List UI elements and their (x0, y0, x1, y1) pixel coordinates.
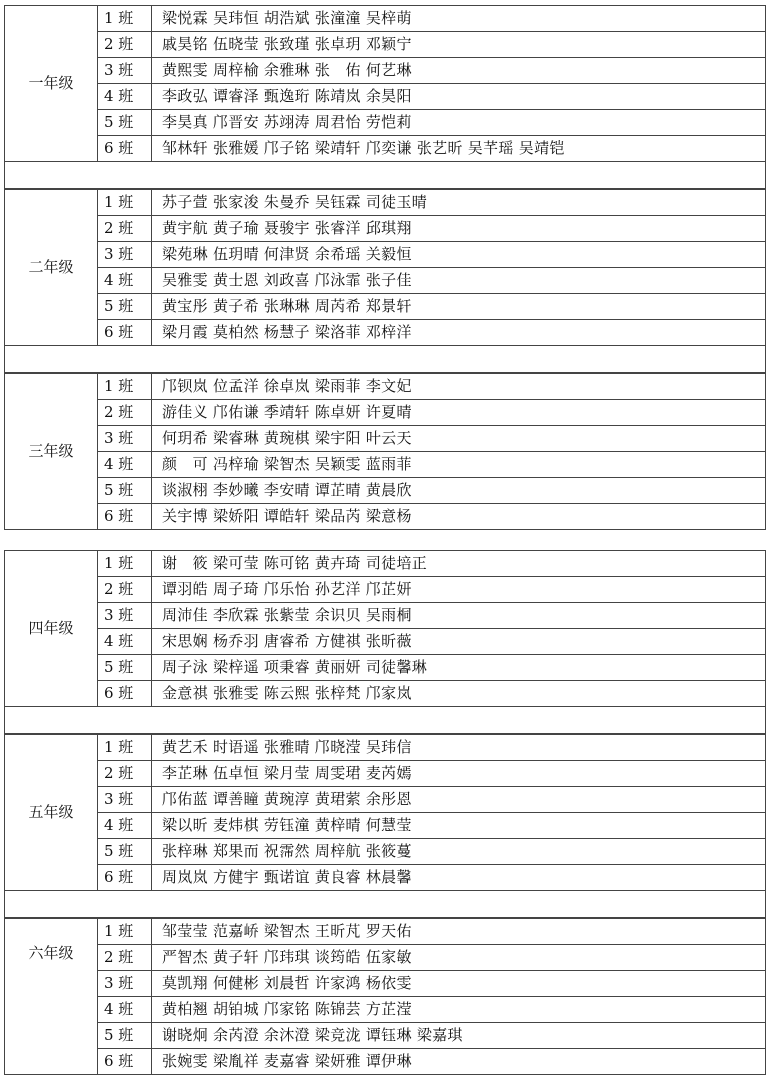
class-label: 3 班 (98, 971, 152, 997)
grade-name: 三年级 (5, 374, 98, 530)
class-label: 3 班 (98, 242, 152, 268)
class-label: 3 班 (98, 426, 152, 452)
class-label: 6 班 (98, 320, 152, 346)
class-label: 4 班 (98, 84, 152, 110)
class-label: 5 班 (98, 478, 152, 504)
student-names: 黄宇航 黄子瑜 聂骏宇 张睿洋 邱琪翔 (152, 216, 766, 242)
table-row (5, 190, 766, 216)
class-label: 4 班 (98, 813, 152, 839)
class-label: 4 班 (98, 452, 152, 478)
student-names: 宋思娴 杨乔羽 唐睿希 方健祺 张昕薇 (152, 629, 766, 655)
grade-name: 五年级 (5, 735, 98, 891)
table-row (5, 681, 766, 707)
class-label: 5 班 (98, 655, 152, 681)
student-names: 黄熙雯 周梓榆 余雅琳 张 佑 何艺琳 (152, 58, 766, 84)
class-label: 2 班 (98, 761, 152, 787)
table-row (5, 6, 766, 32)
grade-table-1 (4, 5, 766, 162)
separator-row (4, 891, 766, 918)
table-row (5, 374, 766, 400)
table-row (5, 136, 766, 162)
class-label: 6 班 (98, 504, 152, 530)
class-label: 6 班 (98, 1049, 152, 1075)
student-names: 梁悦霖 吴玮恒 胡浩斌 张潼潼 吴梓萌 (152, 6, 766, 32)
grade-name: 四年级 (5, 551, 98, 707)
table-row (5, 400, 766, 426)
separator-row (4, 346, 766, 373)
grade-table-5 (4, 734, 766, 891)
student-names: 梁以昕 麦炜棋 劳钰潼 黄梓晴 何慧莹 (152, 813, 766, 839)
table-row (5, 787, 766, 813)
table-row (5, 1023, 766, 1049)
grade-table-6 (4, 918, 766, 1075)
table-row (5, 839, 766, 865)
class-label: 3 班 (98, 58, 152, 84)
student-names: 游佳义 邝佑谦 季靖轩 陈卓妍 许夏晴 (152, 400, 766, 426)
table-row (5, 919, 766, 945)
table-row (5, 865, 766, 891)
class-label: 1 班 (98, 6, 152, 32)
student-names: 何玥希 梁睿琳 黄琬棋 梁宇阳 叶云天 (152, 426, 766, 452)
class-label: 1 班 (98, 919, 152, 945)
student-names: 谈淑栩 李妙曦 李安晴 谭芷晴 黄晨欣 (152, 478, 766, 504)
page-gap (0, 530, 770, 550)
table-row (5, 577, 766, 603)
table-row (5, 426, 766, 452)
class-label: 2 班 (98, 216, 152, 242)
table-row (5, 216, 766, 242)
student-names: 严智杰 黄子轩 邝玮琪 谈筠皓 伍家敏 (152, 945, 766, 971)
class-label: 4 班 (98, 268, 152, 294)
table-row (5, 945, 766, 971)
grade-name: 六年级 (5, 919, 98, 1075)
class-label: 4 班 (98, 997, 152, 1023)
table-row (5, 452, 766, 478)
student-names: 梁月霞 莫柏然 杨慧子 梁洛菲 邓梓洋 (152, 320, 766, 346)
class-label: 2 班 (98, 32, 152, 58)
student-names: 邝佑蓝 谭善瞳 黄琬淳 黄珺萦 余彤恩 (152, 787, 766, 813)
student-names: 李昊真 邝晋安 苏翊涛 周君怡 劳恺莉 (152, 110, 766, 136)
student-names: 周沛佳 李欣霖 张紫莹 余识贝 吴雨桐 (152, 603, 766, 629)
table-row (5, 320, 766, 346)
table-row (5, 478, 766, 504)
class-label: 6 班 (98, 136, 152, 162)
class-label: 6 班 (98, 681, 152, 707)
separator-row (4, 162, 766, 189)
class-label: 1 班 (98, 551, 152, 577)
class-label: 1 班 (98, 190, 152, 216)
table-row (5, 294, 766, 320)
table-row (5, 603, 766, 629)
class-label: 2 班 (98, 945, 152, 971)
grade-table-2 (4, 189, 766, 346)
class-label: 6 班 (98, 865, 152, 891)
student-names: 李政弘 谭睿泽 甄逸珩 陈靖岚 余昊阳 (152, 84, 766, 110)
table-row (5, 1049, 766, 1075)
student-names: 吴雅雯 黄士恩 刘政喜 邝泳霏 张子佳 (152, 268, 766, 294)
student-names: 张梓琳 郑果而 祝霈然 周梓航 张筱蔓 (152, 839, 766, 865)
student-names: 戚昊铭 伍晓莹 张致瑾 张卓玥 邓颖宁 (152, 32, 766, 58)
grade-name: 一年级 (5, 6, 98, 162)
student-names: 谢晓炯 余芮澄 余沐澄 梁竞泷 谭钰琳 梁嘉琪 (152, 1023, 766, 1049)
class-label: 2 班 (98, 577, 152, 603)
student-names: 邹林轩 张雅媛 邝子铭 梁靖轩 邝奕谦 张艺昕 吴芊瑶 吴靖铠 (152, 136, 766, 162)
class-label: 5 班 (98, 1023, 152, 1049)
grade-name: 二年级 (5, 190, 98, 346)
grade-table-4 (4, 550, 766, 707)
class-label: 2 班 (98, 400, 152, 426)
table-row (5, 242, 766, 268)
table-row (5, 32, 766, 58)
class-label: 1 班 (98, 735, 152, 761)
table-row (5, 110, 766, 136)
table-row (5, 504, 766, 530)
table-row (5, 268, 766, 294)
student-names: 黄宝彤 黄子希 张琳琳 周芮希 郑景轩 (152, 294, 766, 320)
student-names: 周子泳 梁梓遥 项秉睿 黄丽妍 司徒馨琳 (152, 655, 766, 681)
table-row (5, 58, 766, 84)
student-names: 邹莹莹 范嘉峤 梁智杰 王昕芃 罗天佑 (152, 919, 766, 945)
student-names: 张婉雯 梁胤祥 麦嘉睿 梁妍雅 谭伊琳 (152, 1049, 766, 1075)
student-names: 梁苑琳 伍玥晴 何津贤 余希瑶 关毅恒 (152, 242, 766, 268)
student-names: 黄艺禾 时语遥 张雅晴 邝晓滢 吴玮信 (152, 735, 766, 761)
student-names: 颜 可 冯梓瑜 梁智杰 吴颖雯 蓝雨菲 (152, 452, 766, 478)
table-row (5, 997, 766, 1023)
student-names: 谢 筱 梁可莹 陈可铭 黄卉琦 司徒培正 (152, 551, 766, 577)
table-row (5, 971, 766, 997)
student-names: 邝钡岚 位孟洋 徐卓岚 梁雨菲 李文妃 (152, 374, 766, 400)
student-names: 谭羽皓 周子琦 邝乐怡 孙艺洋 邝芷妍 (152, 577, 766, 603)
class-label: 3 班 (98, 787, 152, 813)
table-row (5, 813, 766, 839)
class-label: 4 班 (98, 629, 152, 655)
table-row (5, 629, 766, 655)
class-label: 5 班 (98, 294, 152, 320)
grade-table-3 (4, 373, 766, 530)
student-names: 莫凯翔 何健彬 刘晨哲 许家鸿 杨依雯 (152, 971, 766, 997)
table-row (5, 761, 766, 787)
student-names: 苏子萱 张家浚 朱曼乔 吴钰霖 司徒玉晴 (152, 190, 766, 216)
class-label: 5 班 (98, 839, 152, 865)
separator-row (4, 707, 766, 734)
student-names: 金意祺 张雅雯 陈云熙 张梓梵 邝家岚 (152, 681, 766, 707)
student-names: 黄柏翘 胡铂城 邝家铭 陈锦芸 方芷滢 (152, 997, 766, 1023)
class-label: 3 班 (98, 603, 152, 629)
student-names: 关宇博 梁娇阳 谭皓轩 梁品芮 梁意杨 (152, 504, 766, 530)
table-row (5, 735, 766, 761)
table-row (5, 655, 766, 681)
student-names: 李芷琳 伍卓恒 梁月莹 周雯珺 麦芮嫣 (152, 761, 766, 787)
table-row (5, 551, 766, 577)
class-label: 5 班 (98, 110, 152, 136)
table-row (5, 84, 766, 110)
class-label: 1 班 (98, 374, 152, 400)
student-names: 周岚岚 方健宇 甄诺谊 黄良睿 林晨馨 (152, 865, 766, 891)
